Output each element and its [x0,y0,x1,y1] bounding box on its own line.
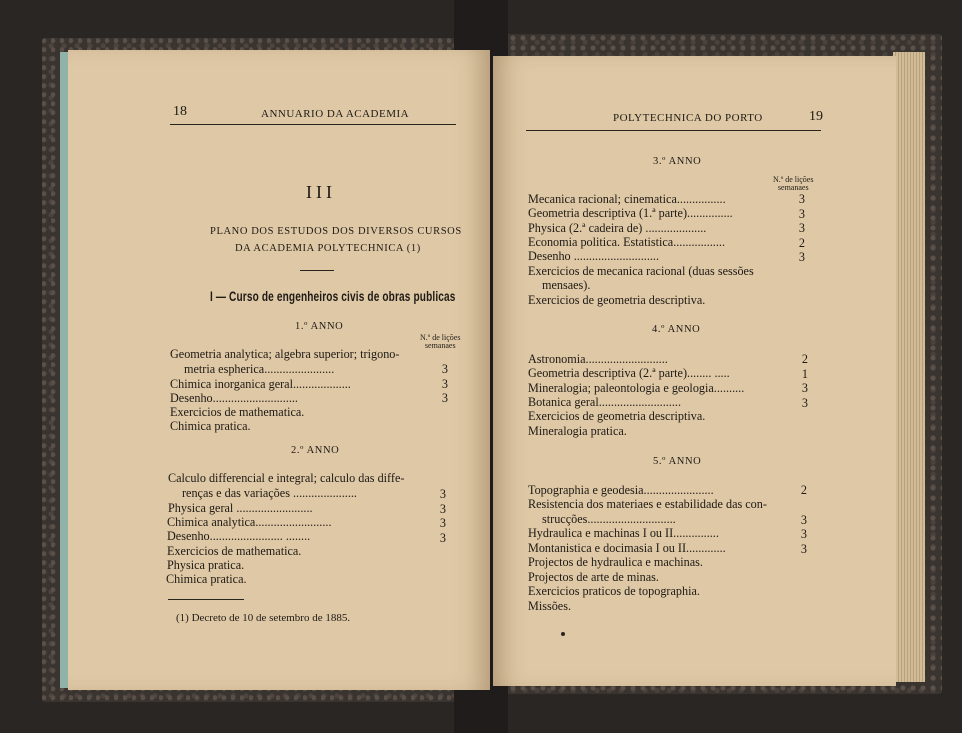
list-item: Exercicios de mathematica. [170,405,305,419]
list-item: Mineralogia pratica. [528,424,627,438]
list-item: Astronomia........................... [528,352,668,366]
list-item: Geometria descriptiva (1.ª parte)............... [528,206,733,220]
list-item: Missões. [528,599,572,613]
list-item: Resistencia dos materiaes e estabilidade das con- [528,497,767,511]
list-item: strucções............................. [542,512,676,526]
list-item: Chimica pratica. [170,419,251,433]
page-edge-stack [893,52,925,682]
list-item: Exercicios de geometria descriptiva. [528,409,706,423]
list-item: Calculo differencial e integral; calculo das diffe- [168,471,405,485]
list-item: Exercicios de mathematica. [167,544,302,558]
list-item: renças e das variações ..................... [182,486,357,500]
right-page [493,56,896,686]
list-item: Desenho............................ [170,391,298,405]
list-item: Botanica geral........................... [528,395,681,409]
year-heading: 4.º ANNO [652,324,701,335]
title-rule [300,270,334,271]
column-label: N.º de lições semanaes [773,175,814,192]
list-item: Exercicios praticos de topographia. [528,584,700,598]
lesson-count: 3 [441,391,448,405]
list-item: Exercicios de geometria descriptiva. [528,293,706,307]
ink-dot [561,632,565,636]
list-item: Geometria descriptiva (2.ª parte)........ ..... [528,366,730,380]
lesson-count: 3 [798,250,805,264]
lesson-count: 3 [800,542,807,556]
list-item: Desenho........................ ........ [167,529,311,543]
page-number: 19 [809,109,823,124]
lesson-count: 2 [800,483,807,497]
running-head: POLYTECHNICA DO PORTO [613,112,763,124]
list-item: Mecanica racional; cinematica................ [528,192,726,206]
section-title-line2: DA ACADEMIA POLYTECHNICA (1) [235,243,421,254]
year-heading: 3.º ANNO [653,156,702,167]
list-item: Exercicios de mecanica racional (duas sessões [528,264,754,278]
header-rule [170,124,456,125]
list-item: Geometria analytica; algebra superior; trigono- [170,347,400,361]
lesson-count: 3 [798,207,805,221]
course-title: I — Curso de engenheiros civis de obras publicas [210,288,456,304]
list-item: Desenho ............................ [528,249,660,263]
year-heading: 5.º ANNO [653,456,702,467]
lesson-count: 3 [801,396,808,410]
list-item: Physica geral ......................... [168,501,313,515]
year-heading: 2.º ANNO [291,445,340,456]
lesson-count: 3 [800,527,807,541]
section-title-line1: PLANO DOS ESTUDOS DOS DIVERSOS CURSOS [210,226,462,237]
lesson-count: 3 [439,502,446,516]
lesson-count: 3 [441,377,448,391]
list-item: Montanistica e docimasia I ou II............. [528,541,726,555]
footnote: (1) Decreto de 10 de setembro de 1885. [176,612,351,624]
lesson-count: 3 [439,531,446,545]
year-heading: 1.º ANNO [295,321,344,332]
list-item: Mineralogia; paleontologia e geologia.......... [528,381,745,395]
lesson-count: 3 [798,221,805,235]
section-number: III [306,182,336,202]
lesson-count: 3 [800,513,807,527]
lesson-count: 3 [439,487,446,501]
lesson-count: 1 [801,367,808,381]
list-item: Chimica pratica. [166,572,247,586]
page-number: 18 [173,104,187,119]
footnote-rule [168,599,244,600]
header-rule [526,130,821,131]
list-item: Physica pratica. [167,558,245,572]
list-item: Hydraulica e machinas I ou II............... [528,526,719,540]
list-item: mensaes). [542,278,591,292]
left-page [68,50,490,690]
column-label: N.º de lições semanaes [420,333,461,350]
lesson-count: 2 [798,236,805,250]
list-item: Physica (2.ª cadeira de) .................... [528,221,707,235]
list-item: Chimica analytica......................... [167,515,332,529]
running-head: ANNUARIO DA ACADEMIA [261,108,410,120]
lesson-count: 3 [798,192,805,206]
lesson-count: 3 [801,381,808,395]
list-item: Projectos de arte de minas. [528,570,659,584]
list-item: metria espherica....................... [184,362,335,376]
lesson-count: 2 [801,352,808,366]
list-item: Topographia e geodesia....................... [528,483,714,497]
lesson-count: 3 [441,362,448,376]
lesson-count: 3 [439,516,446,530]
list-item: Projectos de hydraulica e machinas. [528,555,703,569]
list-item: Chimica inorganica geral................... [170,377,351,391]
list-item: Economia politica. Estatistica................. [528,235,725,249]
